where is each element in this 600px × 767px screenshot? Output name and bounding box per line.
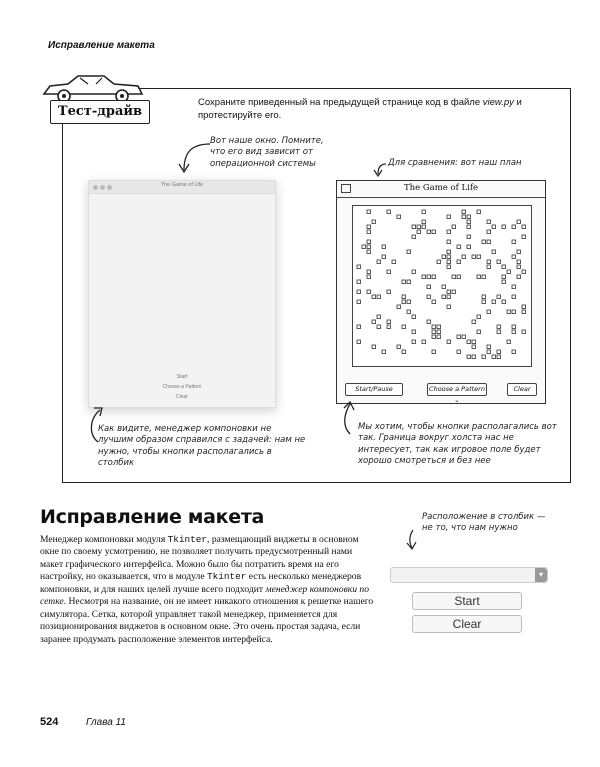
live-cell xyxy=(402,300,406,304)
live-cell xyxy=(402,295,406,299)
live-cell xyxy=(382,350,386,354)
note-column-layout: Расположение в столбик — не то, что нам нужно xyxy=(422,512,546,534)
start-button[interactable]: Start xyxy=(176,374,188,380)
live-cell xyxy=(477,315,481,319)
live-cell xyxy=(507,270,511,274)
live-cell xyxy=(447,305,451,309)
body-text-2: , размещающий виджеты в основном окне по своему усмотрению, не позволяет получить предусмотренный нами макет графического интерфейса. Можно было бы потратить время на его настройку, но оказывается, что в модуле xyxy=(40,534,359,583)
live-cell xyxy=(497,330,501,334)
live-cell xyxy=(452,225,456,229)
live-cell xyxy=(432,325,436,329)
note-desired-layout: Мы хотим, чтобы кнопки располагались вот так. Граница вокруг холста нас не интересует, так как игровое поле будет хорошо смотреться и без нее xyxy=(358,422,557,467)
live-cell xyxy=(472,340,476,344)
live-cell xyxy=(377,325,381,329)
live-cell xyxy=(487,220,491,224)
live-cell xyxy=(512,325,516,329)
sketch-window-title: The Game of Life xyxy=(403,183,479,193)
live-cell xyxy=(492,300,496,304)
start-button[interactable]: Start xyxy=(412,592,522,610)
live-cell xyxy=(427,230,431,234)
live-cell xyxy=(517,220,521,224)
live-cell xyxy=(377,295,381,299)
live-cell xyxy=(407,280,411,284)
live-cell xyxy=(447,230,451,234)
live-cell xyxy=(472,255,476,259)
live-cell xyxy=(412,235,416,239)
live-cell xyxy=(422,210,426,214)
live-cell xyxy=(447,215,451,219)
live-cell xyxy=(447,240,451,244)
live-cell xyxy=(412,225,416,229)
choose-pattern-label: Choose a Pattern xyxy=(429,385,485,393)
live-cell xyxy=(512,255,516,259)
live-cell xyxy=(427,275,431,279)
live-cell xyxy=(387,320,391,324)
live-cell xyxy=(417,230,421,234)
live-cell xyxy=(437,325,441,329)
live-cell xyxy=(497,295,501,299)
live-cell xyxy=(512,240,516,244)
live-cell xyxy=(512,310,516,314)
live-cell xyxy=(477,330,481,334)
live-cell xyxy=(462,335,466,339)
live-cell xyxy=(447,250,451,254)
live-cell xyxy=(407,250,411,254)
live-cell xyxy=(477,255,481,259)
live-cell xyxy=(432,330,436,334)
live-cell xyxy=(357,265,361,269)
sketch-titlebar xyxy=(337,181,545,198)
start-pause-button[interactable]: Start/Pause xyxy=(345,383,403,396)
window-titlebar xyxy=(89,181,275,194)
sketch-app-window xyxy=(336,180,546,404)
live-cell xyxy=(472,320,476,324)
note-layout-problem: Как видите, менеджер компоновки не лучшим образом справился с задачей: нам не нужно, чтобы кнопки располагались в столбик xyxy=(98,424,306,469)
live-cell xyxy=(452,290,456,294)
intro-filename: view.py xyxy=(482,97,514,108)
live-cell xyxy=(432,350,436,354)
live-cell xyxy=(367,275,371,279)
intro-text: Сохраните приведенный на предыдущей странице код в файле xyxy=(198,97,483,108)
live-cell xyxy=(487,240,491,244)
live-cell xyxy=(432,335,436,339)
live-cell xyxy=(517,265,521,269)
live-cell xyxy=(387,290,391,294)
live-cell xyxy=(507,340,511,344)
live-cell xyxy=(397,345,401,349)
down-arrow-icon xyxy=(402,528,424,552)
pattern-dropdown[interactable] xyxy=(390,567,548,583)
live-cell xyxy=(482,300,486,304)
live-cell xyxy=(377,315,381,319)
clear-button[interactable]: Clear xyxy=(412,615,522,633)
live-cell xyxy=(422,220,426,224)
live-cell xyxy=(357,290,361,294)
code-term: Tkinter xyxy=(207,571,247,583)
live-cell xyxy=(502,265,506,269)
live-cell xyxy=(447,265,451,269)
live-cell xyxy=(427,320,431,324)
live-cell xyxy=(467,355,471,359)
live-cell xyxy=(502,225,506,229)
live-cell xyxy=(447,295,451,299)
live-cell xyxy=(497,355,501,359)
live-cell xyxy=(362,245,366,249)
live-cell xyxy=(367,225,371,229)
live-cell xyxy=(522,330,526,334)
empty-app-window xyxy=(88,180,276,408)
live-cell xyxy=(457,350,461,354)
live-cell xyxy=(387,270,391,274)
live-cell xyxy=(522,225,526,229)
live-cell xyxy=(472,345,476,349)
window-title: The Game of Life xyxy=(160,182,204,188)
live-cell xyxy=(412,270,416,274)
live-cell xyxy=(367,245,371,249)
live-cell xyxy=(462,210,466,214)
live-cell xyxy=(477,210,481,214)
live-cell xyxy=(462,255,466,259)
live-cell xyxy=(507,310,511,314)
chevron-down-icon: ▾ xyxy=(535,568,547,582)
live-cell xyxy=(512,330,516,334)
live-cell xyxy=(372,220,376,224)
live-cell xyxy=(412,330,416,334)
body-text-3: есть несколько менеджеров компоновки, и для наших целей лучше всего подходит xyxy=(40,571,362,595)
live-cell xyxy=(472,355,476,359)
live-cell xyxy=(487,350,491,354)
live-cell xyxy=(367,270,371,274)
code-term: Tkinter xyxy=(167,534,208,545)
live-cell xyxy=(467,340,471,344)
live-cell xyxy=(407,310,411,314)
live-cell xyxy=(427,295,431,299)
live-cell xyxy=(367,230,371,234)
live-cell xyxy=(447,290,451,294)
pattern-select[interactable]: Choose a Pattern xyxy=(162,384,202,390)
live-cell xyxy=(522,310,526,314)
live-cell xyxy=(492,225,496,229)
live-cell xyxy=(512,295,516,299)
live-cell xyxy=(397,215,401,219)
live-cell xyxy=(497,350,501,354)
live-cell xyxy=(522,270,526,274)
emphasis-term: менеджер компоновки по сетке xyxy=(40,583,370,608)
live-cell xyxy=(502,275,506,279)
live-cell xyxy=(382,255,386,259)
live-cell xyxy=(517,275,521,279)
live-cell xyxy=(482,275,486,279)
intro-text-end: и протестируйте его. xyxy=(198,97,522,121)
live-cell xyxy=(487,260,491,264)
live-cell xyxy=(437,260,441,264)
live-cell xyxy=(442,285,446,289)
live-cell xyxy=(442,255,446,259)
live-cell xyxy=(517,250,521,254)
cell-pattern xyxy=(353,206,531,366)
live-cell xyxy=(452,275,456,279)
live-cell xyxy=(402,350,406,354)
page-number: 524 xyxy=(40,716,59,728)
live-cell xyxy=(447,255,451,259)
live-cell xyxy=(422,225,426,229)
choose-pattern-select[interactable] xyxy=(427,383,487,404)
live-cell xyxy=(367,290,371,294)
game-grid-canvas[interactable] xyxy=(352,205,532,367)
live-cell xyxy=(357,340,361,344)
test-drive-badge: Тест-драйв xyxy=(50,100,150,124)
live-cell xyxy=(442,295,446,299)
live-cell xyxy=(522,305,526,309)
live-cell xyxy=(417,225,421,229)
live-cell xyxy=(367,210,371,214)
test-drive-intro xyxy=(198,97,538,123)
live-cell xyxy=(402,280,406,284)
live-cell xyxy=(392,260,396,264)
clear-button[interactable]: Clear xyxy=(507,383,537,396)
note-window: Вот наше окно. Помните, что его вид зависит от операционной системы xyxy=(210,136,324,169)
live-cell xyxy=(502,280,506,284)
live-cell xyxy=(387,210,391,214)
body-text-1: Менеджер компоновки модуля xyxy=(40,534,168,545)
live-cell xyxy=(467,225,471,229)
live-cell xyxy=(517,260,521,264)
clear-button[interactable]: Clear xyxy=(176,394,188,400)
live-cell xyxy=(492,250,496,254)
live-cell xyxy=(457,275,461,279)
live-cell xyxy=(522,235,526,239)
live-cell xyxy=(457,335,461,339)
live-cell xyxy=(467,235,471,239)
live-cell xyxy=(457,260,461,264)
live-cell xyxy=(487,345,491,349)
live-cell xyxy=(357,300,361,304)
live-cell xyxy=(367,250,371,254)
live-cell xyxy=(482,355,486,359)
live-cell xyxy=(512,285,516,289)
live-cell xyxy=(457,245,461,249)
live-cell xyxy=(482,240,486,244)
live-cell xyxy=(467,245,471,249)
curved-arrow-icon xyxy=(176,140,216,176)
body-text-4: . Несмотря на название, он не имеет никакого отношения к решетке нашего симулятора. Сетка, которой управляет такой менеджер, применяется для позиционирования виджетов в основном окне. Это очень простая задача, если заранее продумать расположение элементов интерфейса. xyxy=(40,596,374,645)
live-cell xyxy=(447,260,451,264)
live-cell xyxy=(372,345,376,349)
live-cell xyxy=(492,355,496,359)
live-cell xyxy=(497,325,501,329)
live-cell xyxy=(357,325,361,329)
live-cell xyxy=(372,295,376,299)
live-cell xyxy=(487,265,491,269)
body-paragraph xyxy=(40,534,375,646)
live-cell xyxy=(467,215,471,219)
live-cell xyxy=(357,280,361,284)
live-cell xyxy=(432,275,436,279)
live-cell xyxy=(432,230,436,234)
live-cell xyxy=(407,300,411,304)
live-cell xyxy=(372,320,376,324)
live-cell xyxy=(462,215,466,219)
live-cell xyxy=(502,300,506,304)
running-head: Исправление макета xyxy=(48,40,155,51)
live-cell xyxy=(487,310,491,314)
live-cell xyxy=(512,350,516,354)
live-cell xyxy=(497,260,501,264)
live-cell xyxy=(387,325,391,329)
live-cell xyxy=(477,275,481,279)
live-cell xyxy=(402,325,406,329)
chapter-label: Глава 11 xyxy=(86,717,126,728)
live-cell xyxy=(427,285,431,289)
live-cell xyxy=(447,340,451,344)
live-cell xyxy=(412,340,416,344)
section-heading: Исправление макета xyxy=(40,506,265,528)
live-cell xyxy=(437,330,441,334)
live-cell xyxy=(432,300,436,304)
live-cell xyxy=(377,260,381,264)
live-cell xyxy=(482,295,486,299)
live-cell xyxy=(467,220,471,224)
live-cell xyxy=(412,315,416,319)
live-cell xyxy=(487,230,491,234)
chevron-down-icon: ⌄ xyxy=(454,396,460,404)
live-cell xyxy=(382,245,386,249)
live-cell xyxy=(437,335,441,339)
live-cell xyxy=(422,275,426,279)
live-cell xyxy=(422,340,426,344)
note-compare: Для сравнения: вот наш план xyxy=(388,158,522,168)
live-cell xyxy=(397,305,401,309)
live-cell xyxy=(367,240,371,244)
live-cell xyxy=(512,225,516,229)
